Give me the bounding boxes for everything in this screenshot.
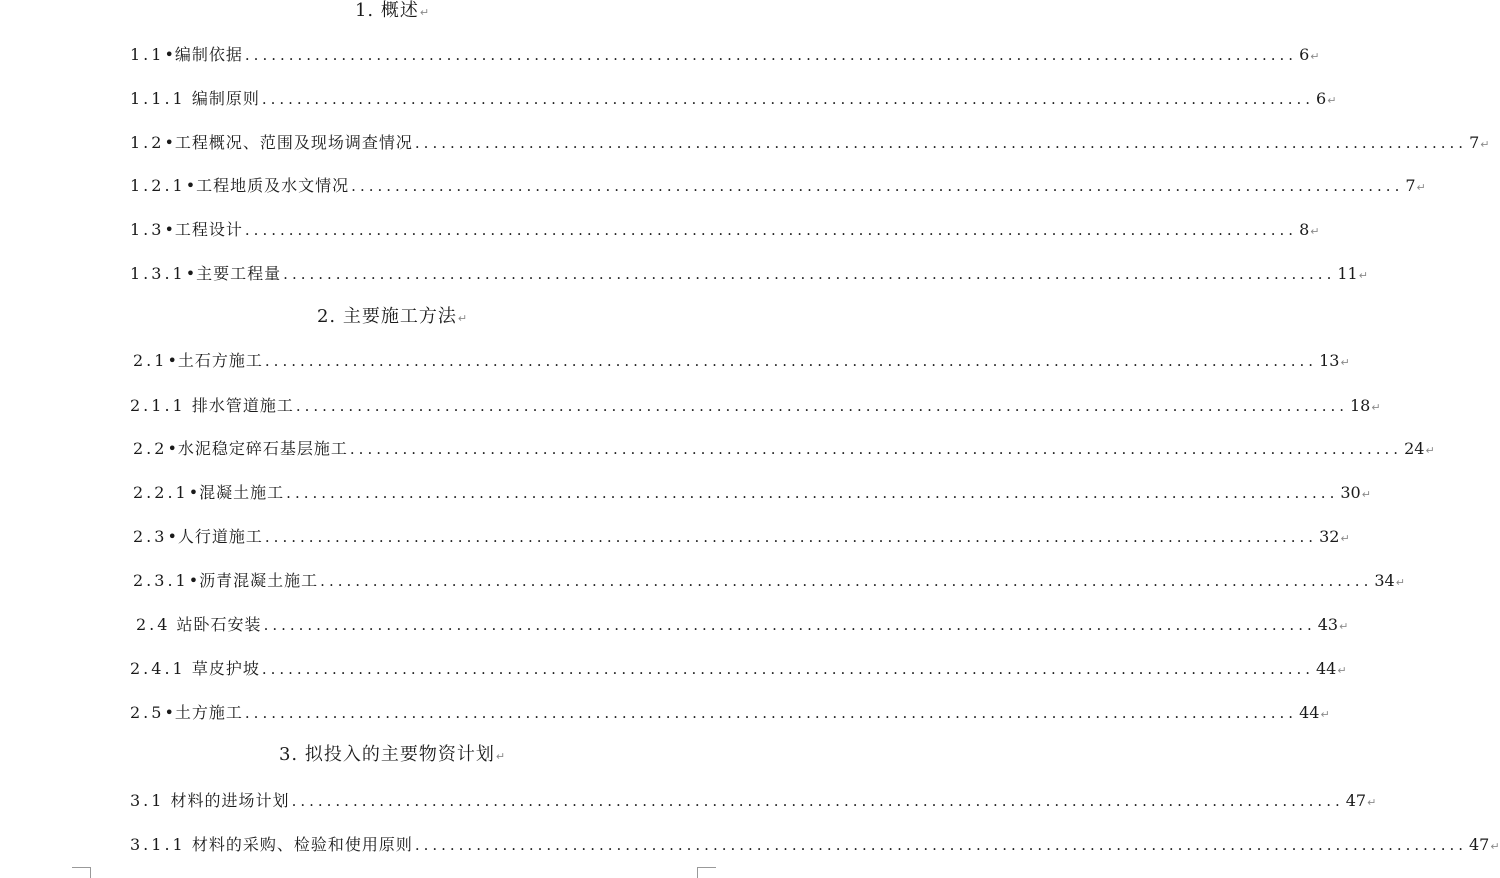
toc-entry[interactable] <box>133 482 1371 504</box>
toc-entry-number: 1.2.1 <box>130 176 186 195</box>
toc-entry-separator: • <box>167 527 178 546</box>
toc-entry-title: 编制依据 <box>174 45 243 64</box>
toc-entry[interactable] <box>133 438 1435 460</box>
toc-entry-number: 3.1 <box>130 791 165 810</box>
toc-entry-separator: • <box>188 571 200 590</box>
toc-entry-separator: • <box>164 45 175 64</box>
paragraph-mark-icon: ↵ <box>1337 664 1347 677</box>
toc-leader-dots: ........................................................................................................................ <box>264 528 1318 546</box>
toc-entry-label <box>130 88 260 110</box>
page-corner-mark-right <box>697 867 716 878</box>
toc-entry[interactable] <box>130 263 1368 285</box>
toc-entry[interactable] <box>133 350 1350 372</box>
paragraph-mark-icon: ↵ <box>1490 840 1500 853</box>
toc-entry-label <box>133 526 263 548</box>
paragraph-mark-icon: ↵ <box>1327 94 1337 107</box>
toc-entry-title: 工程设计 <box>174 220 243 239</box>
toc-entry-label <box>130 834 413 856</box>
paragraph-mark-icon: ↵ <box>1339 620 1349 633</box>
toc-leader-dots: ........................................................................................................................ <box>291 792 1344 810</box>
toc-leader-dots: ........................................................................................................................ <box>283 265 1336 283</box>
toc-entry-page-number: 13 <box>1319 351 1340 370</box>
toc-entry-label <box>133 438 348 460</box>
paragraph-mark-icon: ↵ <box>1340 532 1350 545</box>
toc-entry[interactable] <box>130 175 1426 197</box>
toc-leader-dots: ........................................................................................................................ <box>351 177 1404 195</box>
toc-entry-separator: • <box>164 703 175 722</box>
toc-entry[interactable] <box>136 614 1349 636</box>
toc-entry-label <box>130 175 349 197</box>
toc-entry-page-number: 34 <box>1374 571 1395 590</box>
toc-leader-dots: ........................................................................................................................ <box>295 397 1348 415</box>
toc-entry-number: 2.1 <box>133 351 168 370</box>
toc-entry-page-number: 6 <box>1316 89 1327 108</box>
paragraph-mark-icon: ↵ <box>1361 488 1371 501</box>
toc-entry-number: 2.4.1 <box>130 659 186 678</box>
paragraph-mark-icon: ↵ <box>1310 225 1320 238</box>
toc-entry-separator: • <box>167 351 178 370</box>
toc-entry[interactable] <box>130 790 1377 812</box>
paragraph-mark-icon: ↵ <box>1416 181 1426 194</box>
toc-entry-title: 草皮护坡 <box>191 659 260 678</box>
toc-entry-number: 3.1.1 <box>130 835 186 854</box>
toc-entry-page-number: 30 <box>1340 483 1361 502</box>
toc-entry-title: 排水管道施工 <box>191 396 294 415</box>
toc-entry-title: 土石方施工 <box>177 351 263 370</box>
toc-entry[interactable] <box>133 526 1350 548</box>
toc-entry-page-number: 7 <box>1469 133 1480 152</box>
toc-entry-number: 1.1 <box>130 45 165 64</box>
toc-entry-number: 1.1.1 <box>130 89 186 108</box>
toc-entry[interactable] <box>130 395 1381 417</box>
toc-entry-page-number: 43 <box>1317 615 1339 634</box>
toc-entry-label <box>133 570 318 592</box>
toc-entry-title: 水泥稳定碎石基层施工 <box>177 439 348 458</box>
toc-entry[interactable] <box>130 658 1347 680</box>
toc-entry-number: 2.2.1 <box>133 483 189 502</box>
toc-entry-page-number: 47 <box>1345 791 1367 810</box>
toc-entry-page-number: 18 <box>1350 396 1371 415</box>
toc-entry-title: 工程地质及水文情况 <box>196 176 350 195</box>
toc-entry-title: 编制原则 <box>191 89 260 108</box>
paragraph-mark-icon: ↵ <box>457 312 469 325</box>
toc-entry-separator: • <box>164 133 175 152</box>
paragraph-mark-icon: ↵ <box>1367 796 1377 809</box>
paragraph-mark-icon: ↵ <box>419 6 431 19</box>
toc-entry-page-number: 44 <box>1299 703 1320 722</box>
paragraph-mark-icon: ↵ <box>1371 401 1381 414</box>
toc-entry-label <box>130 395 294 417</box>
toc-entry-title: 沥青混凝土施工 <box>199 571 319 590</box>
toc-entry-number: 2.3.1 <box>133 571 189 590</box>
paragraph-mark-icon: ↵ <box>1310 50 1320 63</box>
toc-leader-dots: ........................................................................................................................ <box>263 616 1316 634</box>
toc-entry-title: 混凝土施工 <box>199 483 285 502</box>
paragraph-mark-icon: ↵ <box>1320 708 1330 721</box>
toc-entry-title: 土方施工 <box>174 703 243 722</box>
toc-leader-dots: ........................................................................................................................ <box>286 484 1339 502</box>
toc-leader-dots: ........................................................................................................................ <box>261 90 1314 108</box>
section-heading <box>0 306 785 330</box>
toc-entry-page-number: 32 <box>1319 527 1340 546</box>
paragraph-mark-icon: ↵ <box>495 750 507 763</box>
toc-entry-number: 2.5 <box>130 703 165 722</box>
toc-entry-label <box>136 614 262 636</box>
paragraph-mark-icon: ↵ <box>1395 576 1405 589</box>
toc-entry[interactable] <box>130 219 1320 241</box>
paragraph-mark-icon: ↵ <box>1340 356 1350 369</box>
section-heading <box>0 0 785 24</box>
toc-entry-label <box>133 350 263 372</box>
toc-entry[interactable] <box>130 44 1320 66</box>
paragraph-mark-icon: ↵ <box>1358 269 1368 282</box>
toc-entry-page-number: 24 <box>1404 439 1425 458</box>
toc-entry-separator: • <box>188 483 200 502</box>
toc-entry[interactable] <box>133 570 1405 592</box>
toc-entry-label <box>130 44 243 66</box>
toc-entry-separator: • <box>185 264 197 283</box>
toc-entry-label <box>133 482 284 504</box>
section-heading <box>0 744 785 768</box>
toc-entry-page-number: 44 <box>1316 659 1337 678</box>
toc-entry-separator: • <box>167 439 178 458</box>
toc-entry-title: 主要工程量 <box>196 264 282 283</box>
toc-entry-number: 2.1.1 <box>130 396 186 415</box>
toc-entry-separator: • <box>185 176 197 195</box>
toc-entry-number: 2.2 <box>133 439 168 458</box>
toc-leader-dots: ........................................................................................................................ <box>244 704 1298 722</box>
toc-entry-title: 材料的采购、检验和使用原则 <box>191 835 413 854</box>
toc-leader-dots: ........................................................................................................................ <box>264 352 1318 370</box>
toc-entry-page-number: 7 <box>1405 176 1416 195</box>
toc-leader-dots: ........................................................................................................................ <box>244 46 1298 64</box>
toc-entry-number: 1.3.1 <box>130 264 186 283</box>
toc-entry-page-number: 8 <box>1299 220 1310 239</box>
toc-entry-title: 材料的进场计划 <box>170 791 290 810</box>
toc-entry[interactable] <box>130 132 1490 154</box>
toc-entry-title: 工程概况、范围及现场调查情况 <box>174 133 413 152</box>
toc-entry-title: 站卧石安装 <box>176 615 262 634</box>
toc-entry-page-number: 6 <box>1299 45 1310 64</box>
paragraph-mark-icon: ↵ <box>1425 444 1435 457</box>
toc-entry-label <box>130 702 243 724</box>
toc-entry-number: 1.3 <box>130 220 165 239</box>
toc-entry-label <box>130 658 260 680</box>
toc-entry-label <box>130 132 413 154</box>
section-heading-text: 1. 概述 <box>354 0 419 21</box>
toc-entry-number: 2.3 <box>133 527 168 546</box>
toc-entry-title: 人行道施工 <box>177 527 263 546</box>
toc-entry-label <box>130 263 281 285</box>
toc-entry-number: 1.2 <box>130 133 165 152</box>
toc-leader-dots: ........................................................................................................................ <box>261 660 1314 678</box>
page-corner-mark-left <box>72 867 91 878</box>
toc-entry-separator: • <box>164 220 175 239</box>
toc-entry-page-number: 11 <box>1337 264 1358 283</box>
section-heading-text: 3. 拟投入的主要物资计划 <box>278 744 495 765</box>
toc-entry-page-number: 47 <box>1469 835 1490 854</box>
toc-leader-dots: ........................................................................................................................ <box>414 134 1468 152</box>
toc-entry[interactable] <box>130 834 1500 856</box>
toc-entry-label <box>130 219 243 241</box>
toc-entry[interactable] <box>130 702 1330 724</box>
toc-leader-dots: ........................................................................................................................ <box>320 572 1373 590</box>
toc-entry[interactable] <box>130 88 1337 110</box>
toc-leader-dots: ........................................................................................................................ <box>244 221 1298 239</box>
toc-leader-dots: ........................................................................................................................ <box>349 440 1403 458</box>
toc-leader-dots: ........................................................................................................................ <box>414 836 1467 854</box>
toc-entry-number: 2.4 <box>136 615 171 634</box>
toc-entry-label <box>130 790 290 812</box>
section-heading-text: 2. 主要施工方法 <box>316 306 457 327</box>
paragraph-mark-icon: ↵ <box>1480 138 1490 151</box>
